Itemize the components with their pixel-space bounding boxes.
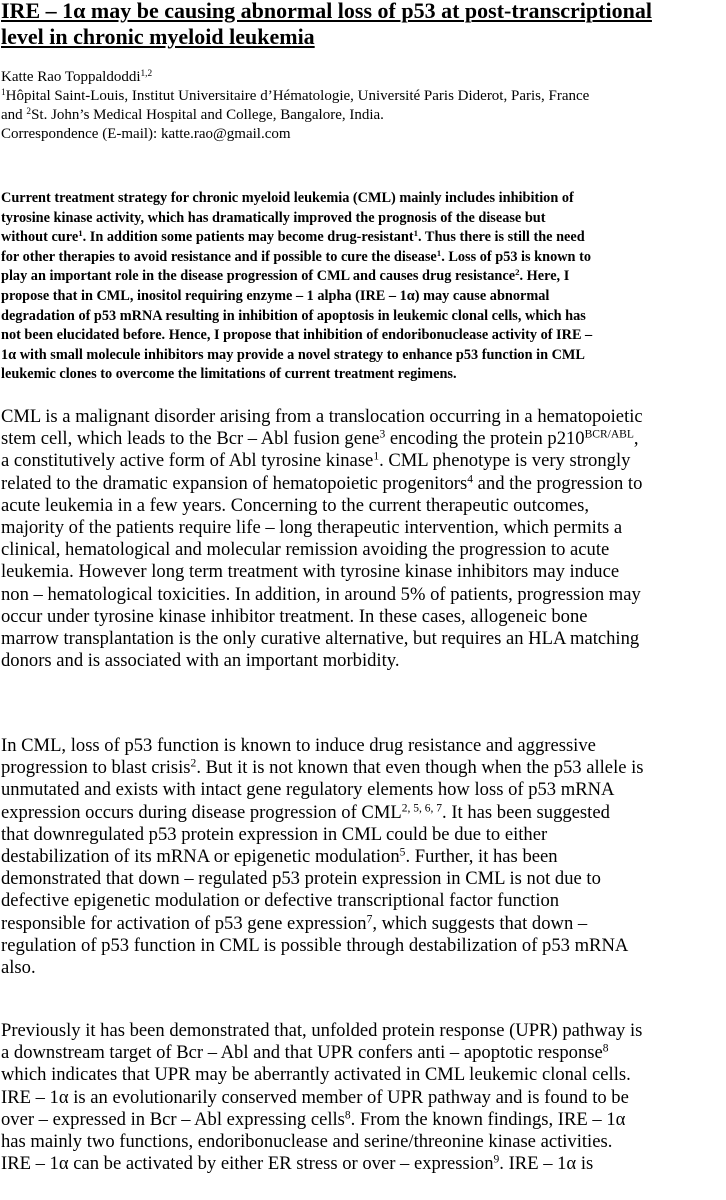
text-line: occur under tyrosine kinase inhibitor treatment. In these cases, allogeneic bone (1, 605, 588, 627)
abstract-line: degradation of p53 mRNA resulting in inhibition of apoptosis in leukemic clonal cells, which has (1, 307, 586, 324)
affiliation-line (1, 106, 725, 125)
abstract-line: not been elucidated before. Hence, I propose that inhibition of endoribonuclease activity of IRE – (1, 327, 593, 344)
text-line: donors and is associated with an important morbidity. (1, 650, 400, 672)
paper-title (1, 0, 725, 50)
affiliation-line (1, 87, 725, 106)
abstract-line: without cure$^1$. In addition some patients may become drug-resistant$^1$. Thus there is still the need (1, 228, 585, 246)
text-line: CML is a malignant disorder arising from a translocation occurring in a hematopoietic (1, 406, 643, 427)
text-line: In CML, loss of p53 function is known to induce drug resistance and aggressive (1, 735, 596, 756)
text-line: over – expressed in Bcr – Abl expressing cells$^8$. From the known findings, IRE – 1α (1, 1108, 626, 1130)
abstract-line: 1α with small molecule inhibitors may provide a novel strategy to enhance p53 function in CML (1, 346, 585, 363)
text-line: progression to blast crisis$^2$. But it is not known that even though when the p53 allele is (1, 757, 644, 779)
affiliation-text: St. John’s Medical Hospital and College, Bangalore, India. (31, 107, 384, 123)
affiliation-text: and (1, 107, 27, 123)
text-line: a constitutively active form of Abl tyrosine kinase$^1$. CML phenotype is very strongly (1, 450, 631, 472)
text-line: demonstrated that down – regulated p53 protein expression in CML is not due to (1, 868, 601, 890)
text-line: unmutated and exists with intact gene regulatory elements how loss of p53 mRNA (1, 779, 615, 801)
body-paragraph (1, 406, 725, 672)
text-line: expression occurs during disease progression of CML$^{2, 5, 6, 7}$. It has been suggested (1, 801, 610, 823)
body-paragraph (1, 735, 725, 979)
text-line: responsible for activation of p53 gene expression$^7$, which suggests that down – (1, 912, 588, 934)
affiliation-sup: 2 (26, 106, 32, 117)
text-line: which indicates that UPR may be aberrantly activated in CML leukemic clonal cells. (1, 1064, 631, 1086)
affiliation-text: Hôpital Saint-Louis, Institut Universitaire d’Hématologie, Université Paris Diderot, Paris, France (5, 88, 590, 104)
text-line: non – hematological toxicities. In addition, in around 5% of patients, progression may (1, 583, 641, 605)
correspondence: Correspondence (E-mail): katte.rao@gmail.com (1, 126, 291, 142)
text-line: also. (1, 957, 36, 979)
author-sup: 1,2 (140, 68, 153, 79)
text-line: majority of the patients require life – long therapeutic intervention, which permits a (1, 517, 623, 539)
abstract-line: play an important role in the disease progression of CML and causes drug resistance$^2$. Here, I (1, 267, 570, 285)
title-line: IRE – 1α may be causing abnormal loss of p53 at post-transcriptional (1, 0, 652, 23)
abstract-line: propose that in CML, inositol requiring enzyme – 1 alpha (IRE – 1α) may cause abnormal (1, 287, 550, 304)
text-line: IRE – 1α is an evolutionarily conserved member of UPR pathway and is found to be (1, 1086, 629, 1108)
text-line: marrow transplantation is the only curative alternative, but requires an HLA matching (1, 628, 640, 650)
abstract-line: Current treatment strategy for chronic myeloid leukemia (CML) mainly includes inhibition of (1, 190, 574, 206)
abstract-line: for other therapies to avoid resistance and if possible to cure the disease$^1$. Loss of p53 is known to (1, 247, 591, 265)
affiliation-sup: 1 (1, 87, 6, 98)
text-line: leukemia. However long term treatment with tyrosine kinase inhibitors may induce (1, 561, 620, 583)
text-line: defective epigenetic modulation or defective transcriptional factor function (1, 890, 560, 912)
text-line: clinical, hematological and molecular remission avoiding the progression to acute (1, 539, 610, 561)
text-line: Previously it has been demonstrated that, unfolded protein response (UPR) pathway is (1, 1020, 643, 1041)
text-line: IRE – 1α can be activated by either ER stress or over – expression$^9$. IRE – 1α is (1, 1153, 594, 1175)
abstract-line: leukemic clones to overcome the limitations of current treatment regimens. (1, 366, 457, 383)
abstract (1, 189, 725, 385)
abstract-line: tyrosine kinase activity, which has dramatically improved the prognosis of the disease but (1, 209, 546, 226)
author-line (1, 68, 725, 87)
text-line: regulation of p53 function in CML is possible through destabilization of p53 mRNA (1, 934, 629, 956)
text-line: acute leukemia in a few years. Concerning to the current therapeutic outcomes, (1, 494, 590, 516)
text-line: related to the dramatic expansion of hematopoietic progenitors$^4$ and the progression to (1, 472, 643, 494)
author-name: Katte Rao Toppaldoddi (1, 69, 141, 85)
author-block (1, 68, 725, 144)
text-line: that downregulated p53 protein expression in CML could be due to either (1, 823, 548, 845)
body-paragraph (1, 1020, 725, 1175)
text-line: has mainly two functions, endoribonuclease and serine/threonine kinase activities. (1, 1131, 613, 1153)
text-line: destabilization of its mRNA or epigenetic modulation$^5$. Further, it has been (1, 846, 558, 868)
text-line: stem cell, which leads to the Bcr – Abl fusion gene$^3$ encoding the protein $p210^{BCR/ABL}$, (1, 428, 639, 450)
text-line: a downstream target of Bcr – Abl and that UPR confers anti – apoptotic response$^8$ (1, 1042, 609, 1064)
title-line: level in chronic myeloid leukemia (1, 24, 315, 49)
